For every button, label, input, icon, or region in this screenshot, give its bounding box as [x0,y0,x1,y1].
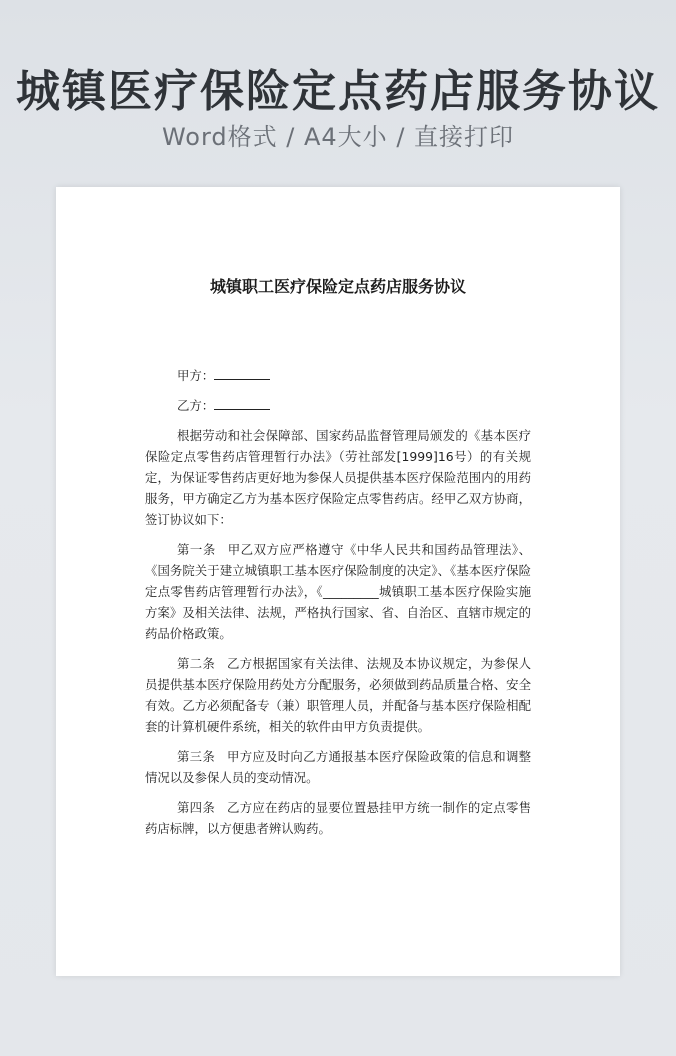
party-a-blank [214,365,270,380]
party-a-label: 甲方： [177,368,215,383]
party-b-line [145,395,531,425]
party-a-line [145,365,531,395]
preamble-paragraph: 根据劳动和社会保障部、国家药品监督管理局颁发的《基本医疗保险定点零售药店管理暂行办法》（劳社部发[1999]16号）的有关规定，为保证零售药店更好地为参保人员提供基本医疗保险范围内的用药服务，甲方确定乙方为基本医疗保险定点零售药店。经甲乙双方协商，签订协议如下： [145,428,531,527]
article-paragraph [145,797,531,839]
article-text: 乙方根据国家有关法律、法规及本协议规定，为参保人员提供基本医疗保险用药处方分配服务，必须做到药品质量合格、安全有效。乙方必须配备专（兼）职管理人员，并配备与基本医疗保险相配套的计算机硬件系统，相关的软件由甲方负责提供。 [145,656,532,734]
article-text: 乙方应在药店的显要位置悬挂甲方统一制作的定点零售药店标牌，以方便患者辨认购药。 [145,800,532,836]
article-text: 甲乙双方应严格遵守《中华人民共和国药品管理法》、《国务院关于建立城镇职工基本医疗保险制度的决定》、《基本医疗保险定点零售药店管理暂行办法》，《_________城镇职工基本医疗保险实施方案》及相关法律、法规，严格执行国家、省、自治区、直辖市规定的药品价格政策。 [145,542,531,641]
page-subtitle: Word格式 / A4大小 / 直接打印 [161,123,515,151]
party-b-label: 乙方： [177,398,215,413]
article-label: 第四条 [177,800,216,815]
document-title: 城镇职工医疗保险定点药店服务协议 [209,277,466,296]
party-b-blank [214,395,270,410]
article-paragraph [145,746,531,788]
article-label: 第一条 [177,542,216,557]
article-paragraph [145,653,531,737]
article-paragraph [145,539,531,644]
article-label: 第二条 [177,656,216,671]
article-text: 甲方应及时向乙方通报基本医疗保险政策的信息和调整情况以及参保人员的变动情况。 [145,749,532,785]
document-body [145,365,531,848]
document-page [56,187,620,976]
article-label: 第三条 [177,749,216,764]
page-title: 城镇医疗保险定点药店服务协议 [16,66,660,117]
